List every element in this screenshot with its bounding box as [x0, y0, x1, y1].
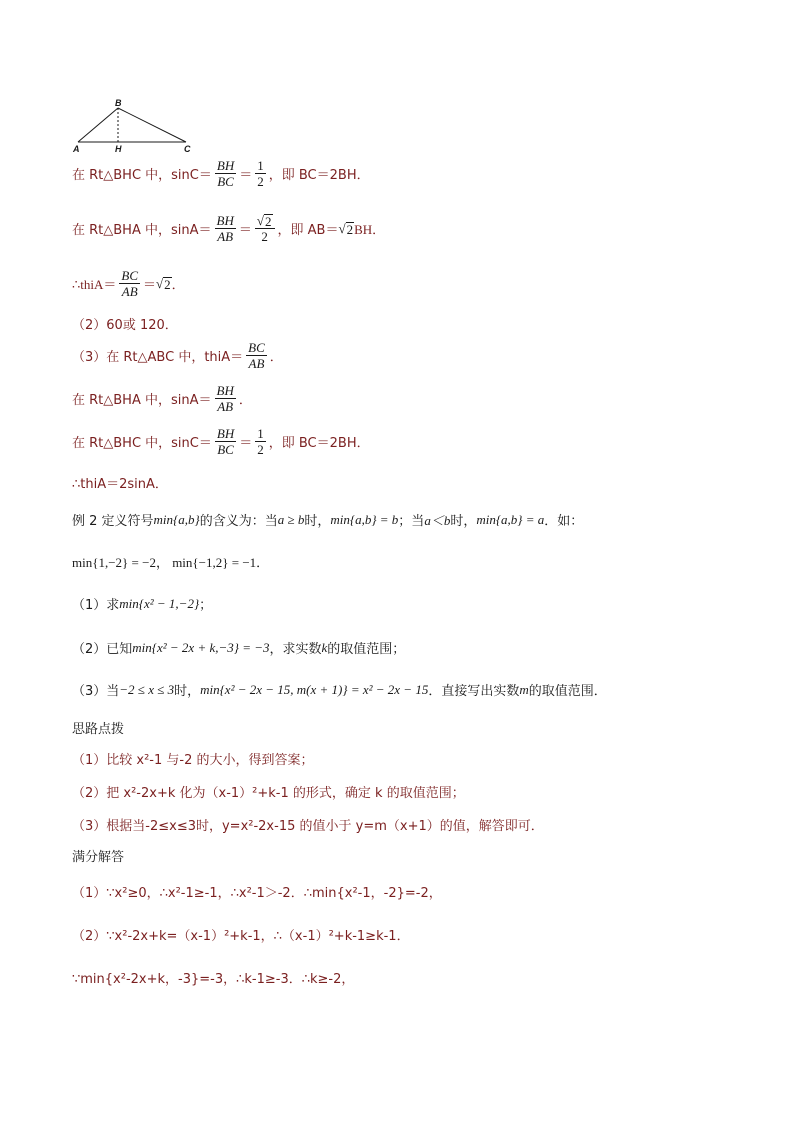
fraction [215, 158, 236, 189]
equals: ＝ [239, 435, 253, 450]
solution-line-7 [72, 426, 370, 457]
math-expr: −2 ≤ x ≤ 3 [119, 681, 175, 697]
denominator: AB [121, 284, 138, 299]
math-expr: min{a,b} = a [476, 511, 545, 527]
fraction [215, 383, 236, 414]
math-expr: min{a,b} [153, 511, 200, 527]
fraction [255, 213, 275, 244]
text: ，求实数 [269, 642, 322, 657]
text: 时， [174, 684, 201, 699]
section-title: 满分解答 [72, 850, 125, 865]
text: （3）在 Rt△ABC 中，thiA＝ [72, 350, 244, 365]
text: 的取值范围． [528, 684, 607, 699]
solution-line-4 [72, 314, 178, 333]
denominator: 2 [257, 174, 264, 189]
numerator: 1 [257, 426, 264, 441]
text: 的含义为：当 [199, 514, 278, 529]
example-2-question-1 [72, 594, 212, 613]
numerator: BH [216, 383, 234, 398]
sqrt: √ 2 [338, 220, 354, 237]
text: BH． [354, 222, 386, 237]
text: （1）求 [72, 598, 120, 613]
text: （2）把 x²-2x+k 化为（x-1）²+k-1 的形式，确定 k 的取值范围； [72, 786, 465, 801]
text: 例 2 定义符号 [72, 514, 154, 529]
numerator: √ 2 [255, 213, 275, 229]
hint-1 [72, 749, 314, 768]
equals: ＝ [238, 222, 252, 237]
answer-line-2 [72, 925, 410, 944]
denominator: AB [248, 356, 265, 371]
text: （1）比较 x²-1 与-2 的大小，得到答案； [72, 753, 314, 768]
solution-line-1 [72, 158, 370, 189]
denominator: AB [217, 399, 234, 414]
hint-3 [72, 815, 544, 834]
hints-heading [72, 718, 124, 737]
math-var: m [519, 681, 529, 697]
text: （3）根据当-2≤x≤3时，y=x²-2x-15 的值小于 y=m（x+1）的值，解答即可． [72, 819, 544, 834]
sqrt-value: 2 [164, 276, 171, 292]
answer-line-1 [72, 882, 442, 901]
math-expr: min{a,b} = b [330, 511, 399, 527]
solution-line-5 [72, 340, 283, 371]
sqrt: √ 2 [156, 275, 171, 292]
fraction [119, 268, 140, 299]
fraction [246, 340, 267, 371]
example-2-definition [72, 510, 583, 529]
numerator: BC [248, 340, 265, 355]
solution-line-6 [72, 383, 252, 414]
text: ；当 [398, 514, 425, 529]
text: 时， [450, 514, 477, 529]
denominator: BC [217, 174, 234, 189]
math-expr: min{x² − 2x − 15, m(x + 1)} = x² − 2x − 15 [200, 681, 429, 697]
math-expr: min{x² − 1,−2} [119, 595, 200, 611]
denominator: 2 [257, 442, 264, 457]
solution-line-3 [72, 268, 185, 299]
example-2-question-3 [72, 680, 607, 699]
numerator: 1 [257, 158, 264, 173]
sqrt-value: 2 [346, 221, 354, 237]
text: ．直接写出实数 [428, 684, 520, 699]
fraction [255, 426, 266, 457]
text: ．如： [544, 514, 584, 529]
equals: ＝ [239, 167, 253, 182]
equals: ＝ [143, 277, 157, 292]
triangle-diagram [70, 96, 200, 156]
answer-heading [72, 846, 124, 865]
text: 在 Rt△BHA 中，sinA＝ [72, 223, 212, 238]
label-a: A [73, 144, 80, 154]
fraction [215, 426, 236, 457]
numerator: BH [216, 213, 234, 228]
text: ，即 BC＝2BH． [268, 168, 370, 183]
text: 时， [304, 514, 331, 529]
fraction [215, 213, 236, 244]
text: （3）当 [72, 684, 120, 699]
text: ； [199, 598, 213, 613]
text: ，即 BC＝2BH． [268, 436, 370, 451]
math-expr: min{x² − 2x + k,−3} = −3 [132, 639, 270, 655]
text: ，即 AB＝ [277, 223, 339, 238]
label-h: H [115, 144, 122, 154]
side-ab [78, 108, 118, 142]
text: （2）已知 [72, 642, 133, 657]
example-2-examples [72, 552, 269, 571]
text: （2）60或 120． [72, 318, 178, 333]
math-expr: a ≥ b [277, 511, 305, 527]
denominator: 2 [261, 229, 268, 244]
math-expr: min{1,−2} = −2， min{−1,2} = −1． [72, 555, 270, 570]
solution-line-2 [72, 213, 385, 244]
text: ∴thiA＝ [72, 277, 117, 292]
section-title: 思路点拨 [72, 722, 125, 737]
answer-line-3 [72, 968, 354, 987]
text: ． [238, 392, 252, 407]
solution-line-8 [72, 473, 168, 492]
text: （2）∵x²-2x+k=（x-1）²+k-1，∴（x-1）²+k-1≥k-1． [72, 929, 410, 944]
label-b: B [115, 98, 122, 108]
text: 在 Rt△BHC 中，sinC＝ [72, 168, 212, 183]
math-expr: a＜b [424, 513, 451, 528]
triangle-figure [70, 96, 200, 161]
text: 在 Rt△BHA 中，sinA＝ [72, 393, 212, 408]
numerator: BC [121, 268, 139, 283]
fraction [255, 158, 266, 189]
side-bc [118, 108, 186, 142]
text: ∴thiA＝2sinA． [72, 477, 168, 492]
numerator: BH [216, 426, 235, 441]
text: 的取值范围； [327, 642, 406, 657]
text: ∵min{x²-2x+k，-3}=-3，∴k-1≥-3．∴k≥-2， [72, 972, 355, 987]
denominator: BC [217, 442, 234, 457]
example-2-question-2 [72, 638, 405, 657]
math-var: k [321, 639, 328, 655]
sqrt-value: 2 [265, 213, 272, 229]
label-c: C [184, 144, 191, 154]
denominator: AB [217, 229, 234, 244]
numerator: BH [216, 158, 235, 173]
text: ． [269, 349, 283, 364]
text: ． [171, 277, 185, 292]
text: （1）∵x²≥0，∴x²-1≥-1，∴x²-1＞-2．∴min{x²-1，-2}=-2， [72, 886, 442, 901]
hint-2 [72, 782, 465, 801]
text: 在 Rt△BHC 中，sinC＝ [72, 436, 212, 451]
